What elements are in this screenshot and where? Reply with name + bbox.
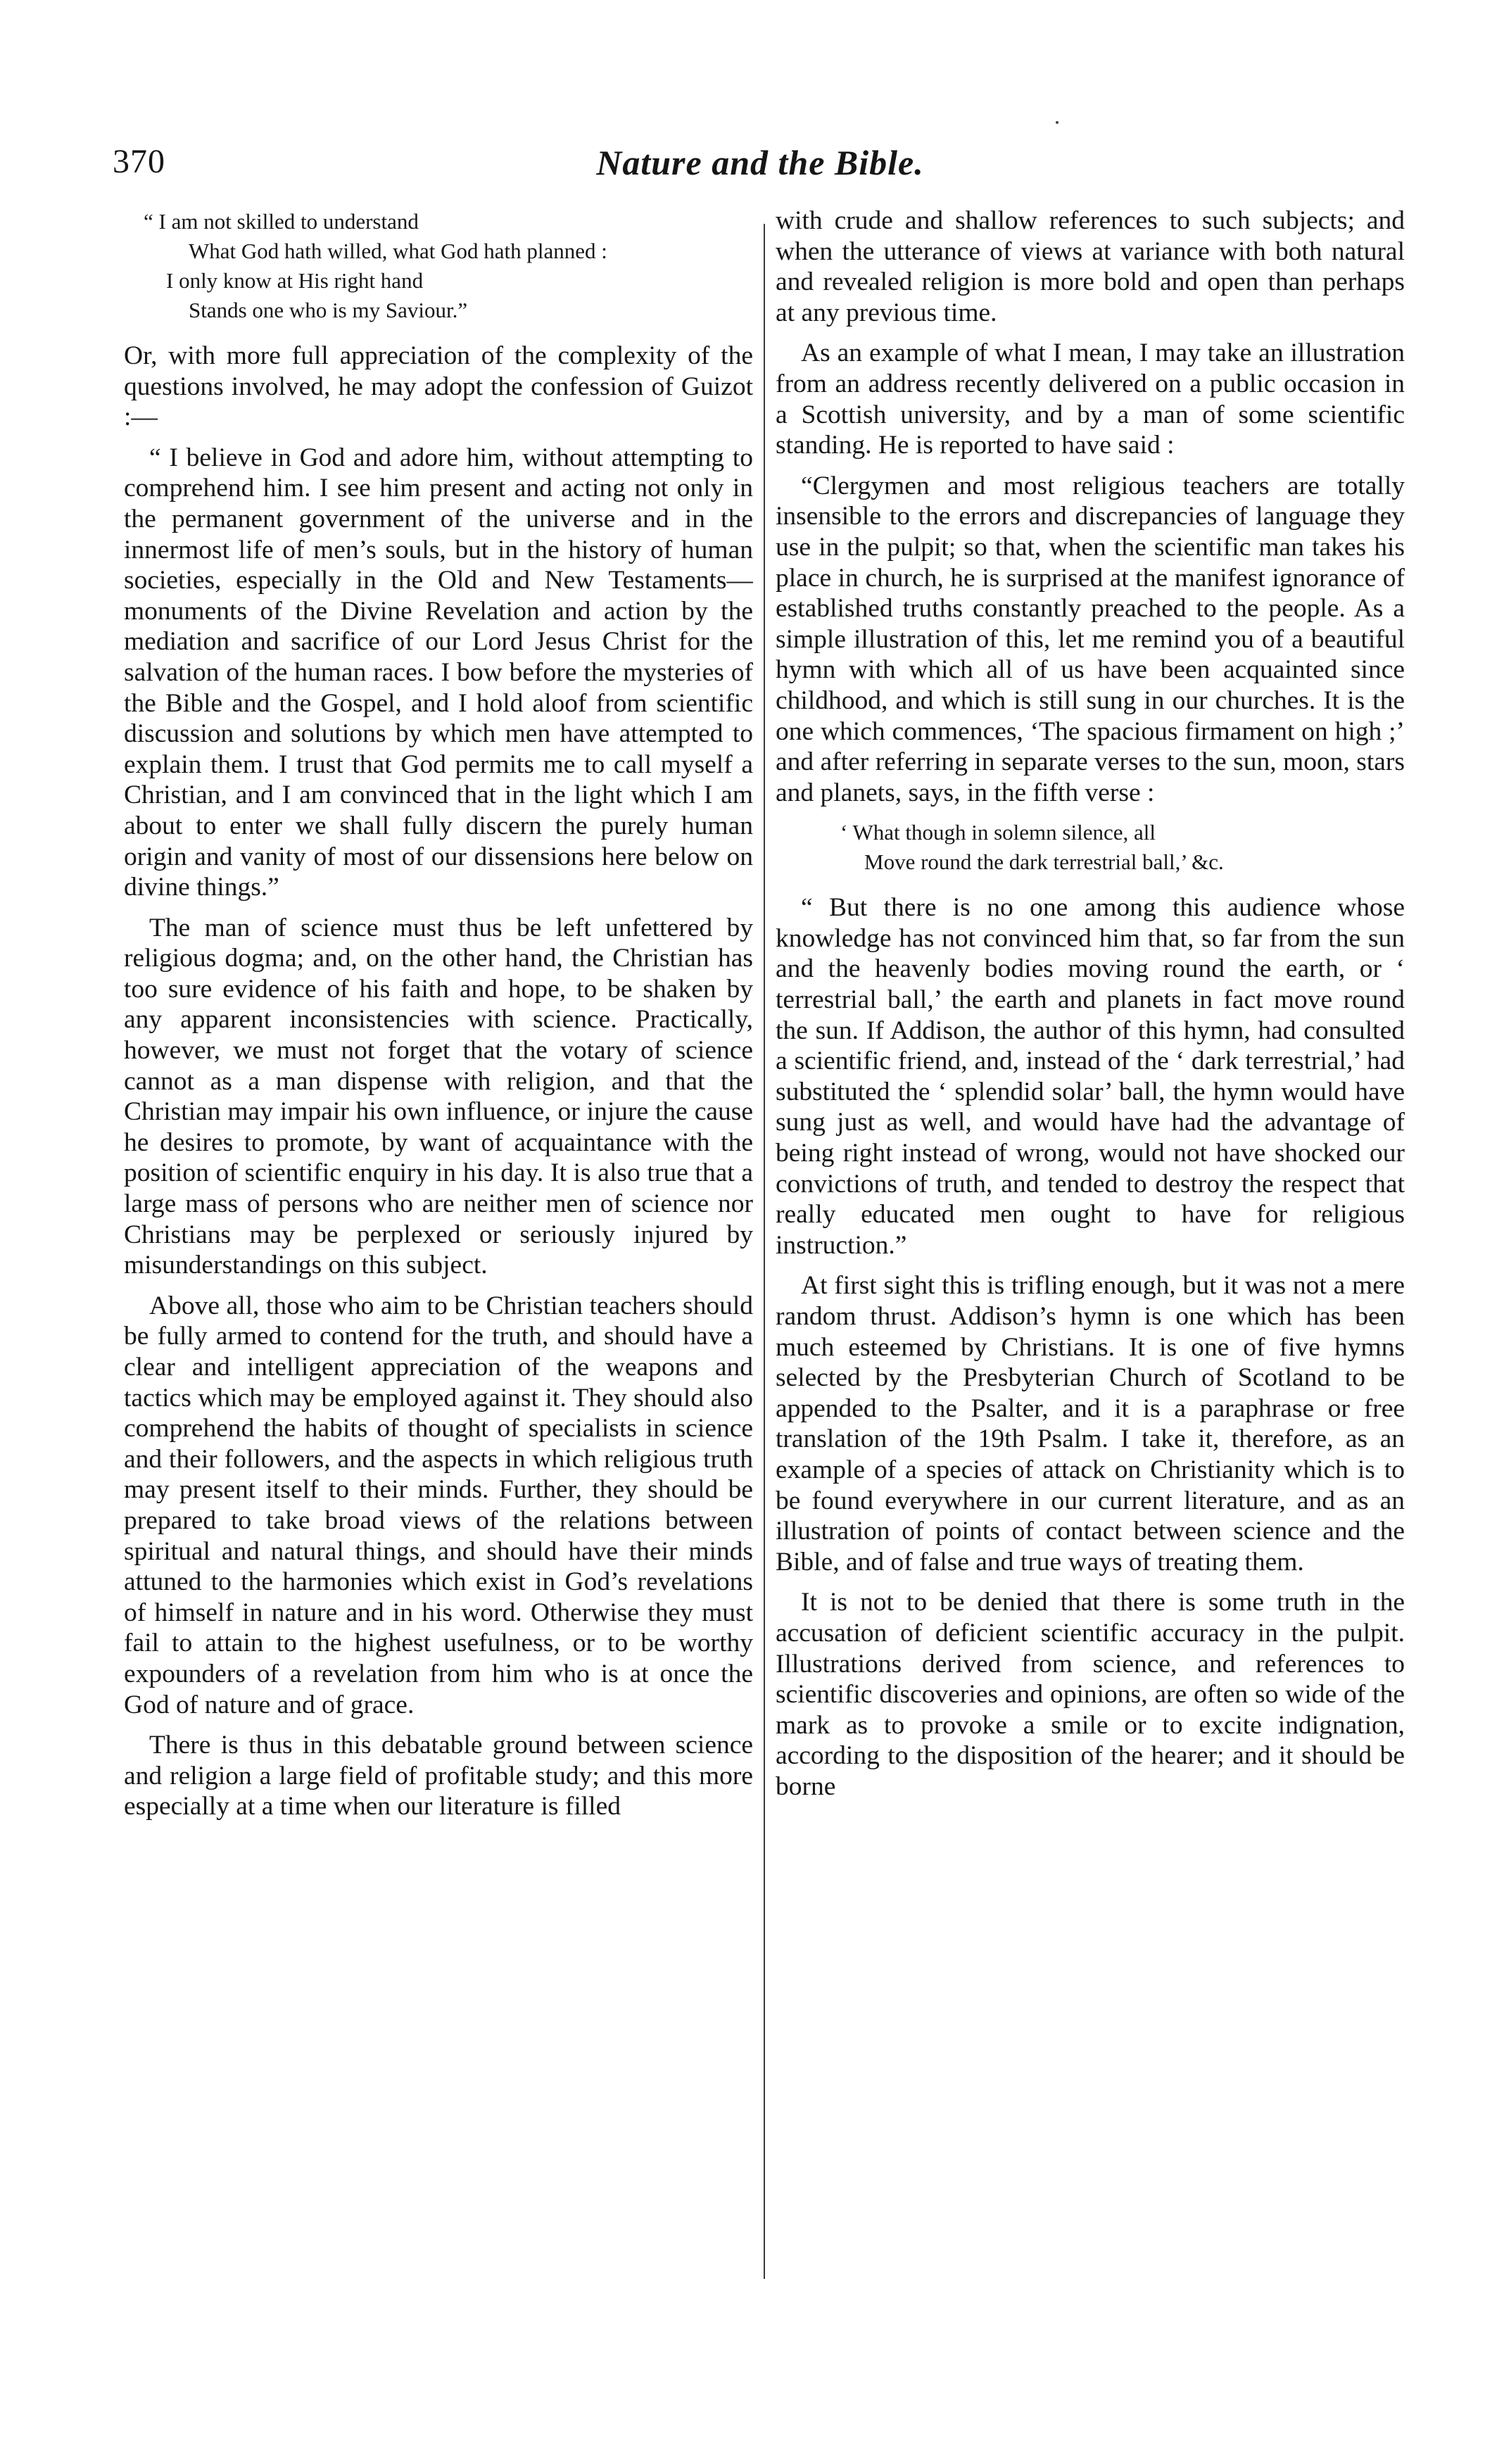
print-speck (1056, 121, 1059, 124)
guizot-quotation: “ I believe in God and adore him, without attempting to comprehend him. I see him present and acting not only in the permanent government of the universe and in the innermost life of men’s souls, but in the history of human societies, especially in the Old and New Testaments—monuments of the Divine Revelation and action by the mediation and sacrifice of our Lord Jesus Christ for the salvation of the human races. I bow before the mysteries of the Bible and the Gospel, and I hold aloof from scientific discussion and solutions by which men have attempted to explain them. I trust that God permits me to call myself a Christian, and I am convinced that in the light which I am about to enter we shall fully discern the purely human origin and vanity of most of our dissensions here below on divine things.” (124, 443, 753, 902)
left-column (124, 206, 753, 2331)
running-title: Nature and the Bible. (596, 143, 924, 182)
paragraph: At first sight this is trifling enough, but it was not a mere random thrust. Addison’s hymn is one which has been much esteemed by Christians. It is one of five hymns selected by the Presbyterian Church of Scotland to be appended to the Psalter, and it is a paraphrase or free translation of the 19th Psalm. I take it, therefore, as an example of a species of attack on Christianity which is to be found everywhere in our current literature, and as an illustration of points of contact between science and the Bible, and of false and true ways of treating them. (776, 1271, 1405, 1577)
verse-line: Move round the dark terrestrial ball,’ &c. (864, 849, 1224, 875)
paragraph: It is not to be denied that there is some truth in the accusation of deficient scientific accuracy in the pulpit. Illustrations derived from science, and references to scientific discoveries and opinions, are often so wide of the mark as to provoke a smile or to excite indignation, according to the disposition of the hearer; and it should be borne (776, 1588, 1405, 1801)
hymn-quotation (124, 207, 753, 325)
address-quotation: “Clergymen and most religious teachers are totally insensible to the errors and discrepancies of language they use in the pulpit; so that, when the scientific man takes his place in church, he is surprised at the manifest ignorance of established truths constantly preached to the people. As a simple illustration of this, let me remind you of a beautiful hymn with which all of us have been acquainted since childhood, and which is still sung in our churches. It is the one which commences, ‘The spacious firmament on high ;’ and after referring in separate verses to the sun, moon, stars and planets, says, in the fifth verse : (776, 471, 1405, 807)
column-divider (764, 224, 765, 2279)
right-column (776, 206, 1405, 2331)
paragraph: As an example of what I mean, I may take an illustration from an address recently delivered on a public occasion in a Scottish university, and by a man of some scientific standing. He is reported to have said : (776, 339, 1405, 460)
paragraph: There is thus in this debatable ground between science and religion a large field of profitable study; and this more especially at a time when our literature is filled (124, 1731, 753, 1821)
verse-line: I only know at His right hand (166, 268, 424, 293)
verse-line: What God hath willed, what God hath planned : (189, 239, 607, 263)
verse-line: ‘ What though in solemn silence, all (840, 820, 1156, 845)
verse-line: “ I am not skilled to understand (144, 209, 419, 234)
paragraph: The man of science must thus be left unfettered by religious dogma; and, on the other hand, the Christian has too sure evidence of his faith and hope, to be shaken by any apparent inconsistencies with science. Practically, however, we must not forget that the votary of science cannot as a man dispense with religion, and that the Christian may impair his own influence, or injure the cause he desires to promote, by want of acquaintance with the position of scientific enquiry in his day. It is also true that a large mass of persons who are neither men of science nor Christians may be perplexed or seriously injured by misunderstandings on this subject. (124, 913, 753, 1280)
running-header (113, 135, 1408, 191)
hymn-verse-quotation (776, 818, 1405, 877)
paragraph-continuation: with crude and shallow references to such subjects; and when the utterance of views at variance with both natural and revealed religion is more bold and open than perhaps at any previous time. (776, 206, 1405, 327)
paragraph: Above all, those who aim to be Christian teachers should be fully armed to contend for the truth, and should have a clear and intelligent appreciation of the weapons and tactics which may be employed against it. They should also comprehend the habits of thought of specialists in science and their followers, and the aspects in which religious truth may present itself to their minds. Further, they should be prepared to take broad views of the relations between spiritual and natural things, and should have their minds attuned to the harmonies which exist in God’s revelations of himself in nature and in his word. Otherwise they must fail to attain to the highest usefulness, or to be worthy expounders of a revelation from him who is at once the God of nature and of grace. (124, 1291, 753, 1719)
paragraph: Or, with more full appreciation of the complexity of the questions involved, he may adopt the confession of Guizot :— (124, 341, 753, 432)
page-number: 370 (113, 143, 165, 180)
address-quotation-continued: “ But there is no one among this audience whose knowledge has not convinced him that, so far from the sun and the heavenly bodies moving round the earth, or ‘ terrestrial ball,’ the earth and planets in fact move round the sun. If Addison, the author of this hymn, had consulted a scientific friend, and, instead of the ‘ dark terrestrial,’ had substituted the ‘ splendid solar’ ball, the hymn would have sung just as well, and would have had the advantage of being right instead of wrong, would not have shocked our convictions of truth, and tended to destroy the respect that really educated men ought to have for religious instruction.” (776, 893, 1405, 1260)
verse-line: Stands one who is my Saviour.” (189, 298, 468, 322)
